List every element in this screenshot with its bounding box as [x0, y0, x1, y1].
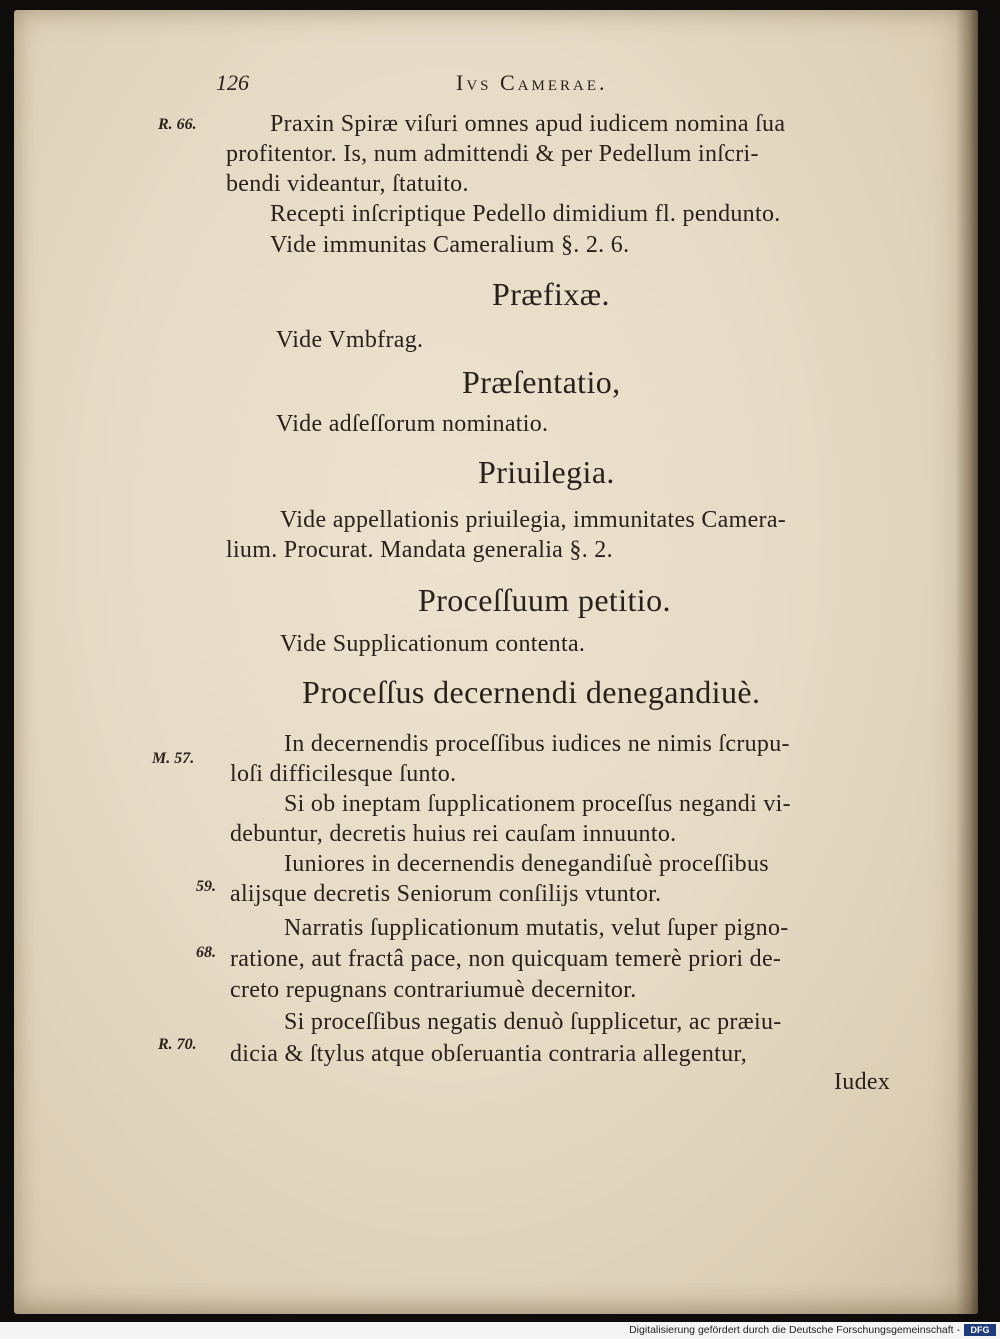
heading-processus-decernendi: Proceſſus decernendi denegandiuè.	[302, 674, 761, 710]
text-line: Praxin Spiræ viſuri omnes apud iudicem nomina ſua	[270, 111, 786, 137]
catchword: Iudex	[834, 1069, 891, 1095]
margin-note-59: 59.	[196, 878, 216, 895]
text-line: Vide appellationis priuilegia, immunitates Camera-	[280, 507, 787, 533]
margin-note-r66: R. 66.	[158, 116, 197, 133]
text-line: Iuniores in decernendis denegandiſuè proceſſibus	[284, 851, 769, 877]
margin-note-m57: M. 57.	[152, 750, 195, 767]
text-line: Vide immunitas Cameralium §. 2. 6.	[270, 232, 630, 258]
cross-reference: Vide Vmbfrag.	[276, 327, 424, 353]
heading-praefixae: Præfixæ.	[492, 276, 610, 312]
text-line: Si proceſſibus negatis denuò ſupplicetur, ac præiu-	[284, 1009, 782, 1035]
text-line: creto repugnans contrariumuè decernitor.	[230, 977, 637, 1003]
text-line: dicia & ſtylus atque obſeruantia contraria allegentur,	[230, 1041, 748, 1067]
text-line: profitentor. Is, num admittendi & per Pedellum inſcri-	[226, 141, 759, 167]
text-line: lium. Procurat. Mandata generalia §. 2.	[226, 537, 613, 563]
digitization-footer	[0, 1322, 1000, 1339]
text-line: Narratis ſupplicationum mutatis, velut ſuper pigno-	[284, 915, 789, 941]
text-line: loſi difficilesque ſunto.	[230, 761, 457, 787]
text-line: bendi videantur, ſtatuito.	[226, 171, 469, 197]
dfg-logo-icon: DFG	[964, 1324, 996, 1336]
margin-note-68: 68.	[196, 944, 216, 961]
text-line: ratione, aut fractâ pace, non quicquam temerè priori de-	[230, 946, 782, 972]
heading-priuilegia: Priuilegia.	[478, 454, 615, 490]
text-line: debuntur, decretis huius rei cauſam innuunto.	[230, 821, 677, 847]
cross-reference: Vide Supplicationum contenta.	[280, 631, 586, 657]
heading-processuum-petitio: Proceſſuum petitio.	[418, 582, 671, 618]
margin-note-r70: R. 70.	[158, 1036, 197, 1053]
heading-praesentatio: Præſentatio,	[462, 364, 621, 400]
footer-credit: Digitalisierung gefördert durch die Deutsche Forschungsgemeinschaft -	[629, 1324, 960, 1336]
page-number: 126	[216, 70, 249, 95]
running-head	[216, 70, 640, 100]
text-line: In decernendis proceſſibus iudices ne nimis ſcrupu-	[284, 731, 790, 757]
running-title: Ivs Camerae.	[456, 70, 608, 95]
cross-reference: Vide adſeſſorum nominatio.	[276, 411, 549, 437]
text-line: Recepti inſcriptique Pedello dimidium fl. pendunto.	[270, 201, 781, 227]
page-gutter-shadow	[956, 10, 978, 1314]
text-line: alijsque decretis Seniorum conſilijs vtuntor.	[230, 881, 662, 907]
text-line: Si ob ineptam ſupplicationem proceſſus negandi vi-	[284, 791, 791, 817]
